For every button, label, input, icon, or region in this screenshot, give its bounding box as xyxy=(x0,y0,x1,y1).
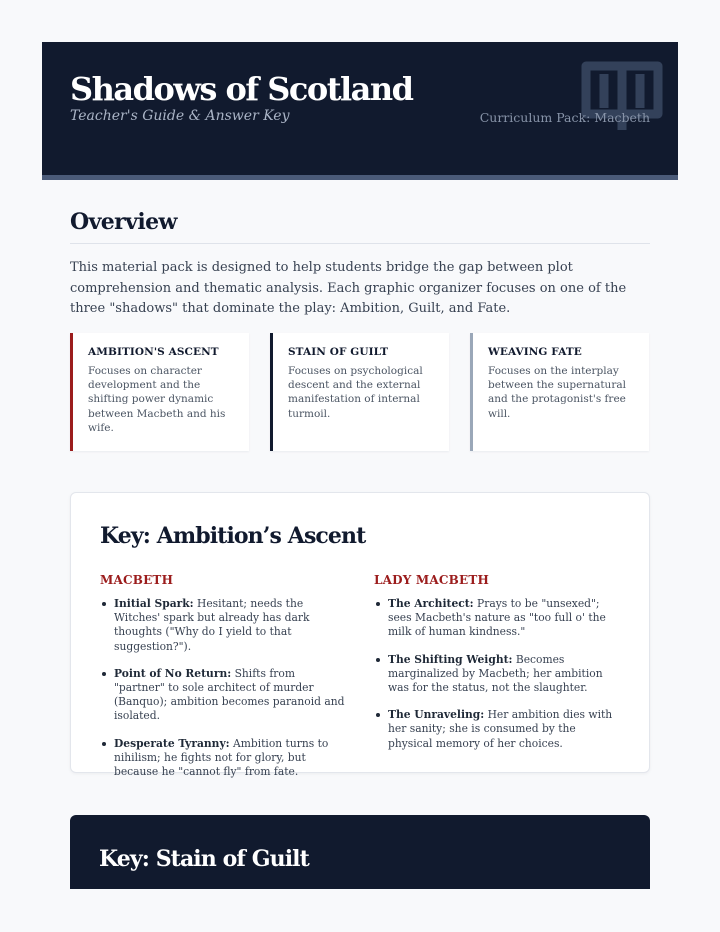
theme-card-text: Focuses on psychological descent and the external manifestation of internal turmoil. xyxy=(288,365,423,420)
document-title: Shadows of Scotland xyxy=(70,70,413,108)
item-text: Her ambition dies with her sanity; she is consumed by the physical memory of her choices. xyxy=(388,708,613,750)
theme-card-text: Focuses on the interplay between the supernatural and the protagonist's free will. xyxy=(488,365,626,420)
item-term: Desperate Tyranny: xyxy=(114,736,230,750)
answer-key-title: Key: Stain of Guilt xyxy=(99,846,309,872)
item-text: Becomes marginalized by Macbeth; her ambition was for the status, not the slaughter. xyxy=(388,652,603,695)
document-subtitle: Teacher's Guide & Answer Key xyxy=(70,108,290,124)
column-heading: LADY MACBETH xyxy=(374,573,489,587)
item-text: Prays to be "unsexed"; sees Macbeth's nature as "too full o' the milk of human kindness." xyxy=(388,597,606,639)
item-term: Point of No Return: xyxy=(114,666,232,680)
theme-card-text: Focuses on character development and the shifting power dynamic between Macbeth and his wife. xyxy=(88,365,226,434)
header-banner xyxy=(42,42,678,180)
item-term: The Shifting Weight: xyxy=(388,652,513,666)
theme-card-ambition xyxy=(70,333,249,451)
theme-cards xyxy=(70,333,650,451)
list-item xyxy=(100,667,346,724)
theme-card-title: AMBITION'S ASCENT xyxy=(88,346,219,358)
list-item xyxy=(374,597,620,640)
item-term: The Unraveling: xyxy=(388,708,485,722)
list-item xyxy=(100,737,346,780)
book-mask-icon xyxy=(580,60,664,140)
page-bottom-margin xyxy=(0,889,720,932)
theme-card-title: WEAVING FATE xyxy=(488,346,582,358)
curriculum-pack-label: Curriculum Pack: Macbeth xyxy=(479,110,650,125)
list-item xyxy=(100,597,346,654)
item-text: Hesitant; needs the Witches' spark but already has dark thoughts ("Why do I yield to that suggestion?"). xyxy=(114,597,310,653)
answer-key-ambition xyxy=(70,492,650,779)
item-term: Initial Spark: xyxy=(114,597,194,610)
column-lady-macbeth xyxy=(374,573,620,764)
theme-card-guilt xyxy=(270,333,449,451)
theme-card-fate xyxy=(470,333,649,451)
item-text: Shifts from "partner" to sole architect of murder (Banquo); ambition becomes paranoid and isolated. xyxy=(114,666,345,723)
overview-heading: Overview xyxy=(70,209,177,235)
list-item xyxy=(374,653,620,696)
bullet-list xyxy=(100,597,346,779)
theme-card-title: STAIN OF GUILT xyxy=(288,346,389,358)
column-heading: MACBETH xyxy=(100,573,174,587)
item-text: Ambition turns to nihilism; he fights not for glory, but because he "cannot fly" from fate. xyxy=(114,736,329,779)
list-item xyxy=(374,708,620,751)
overview-divider xyxy=(70,243,650,244)
column-macbeth xyxy=(100,573,346,792)
answer-key-title: Key: Ambition’s Ascent xyxy=(100,523,366,549)
bullet-list xyxy=(374,597,620,751)
item-term: The Architect: xyxy=(388,597,474,610)
overview-paragraph: This material pack is designed to help students bridge the gap between plot comprehension and thematic analysis. Each graphic organizer focuses on one of the three "shadows" that dominate the play: Ambition, Guilt, and Fate. xyxy=(70,260,627,316)
